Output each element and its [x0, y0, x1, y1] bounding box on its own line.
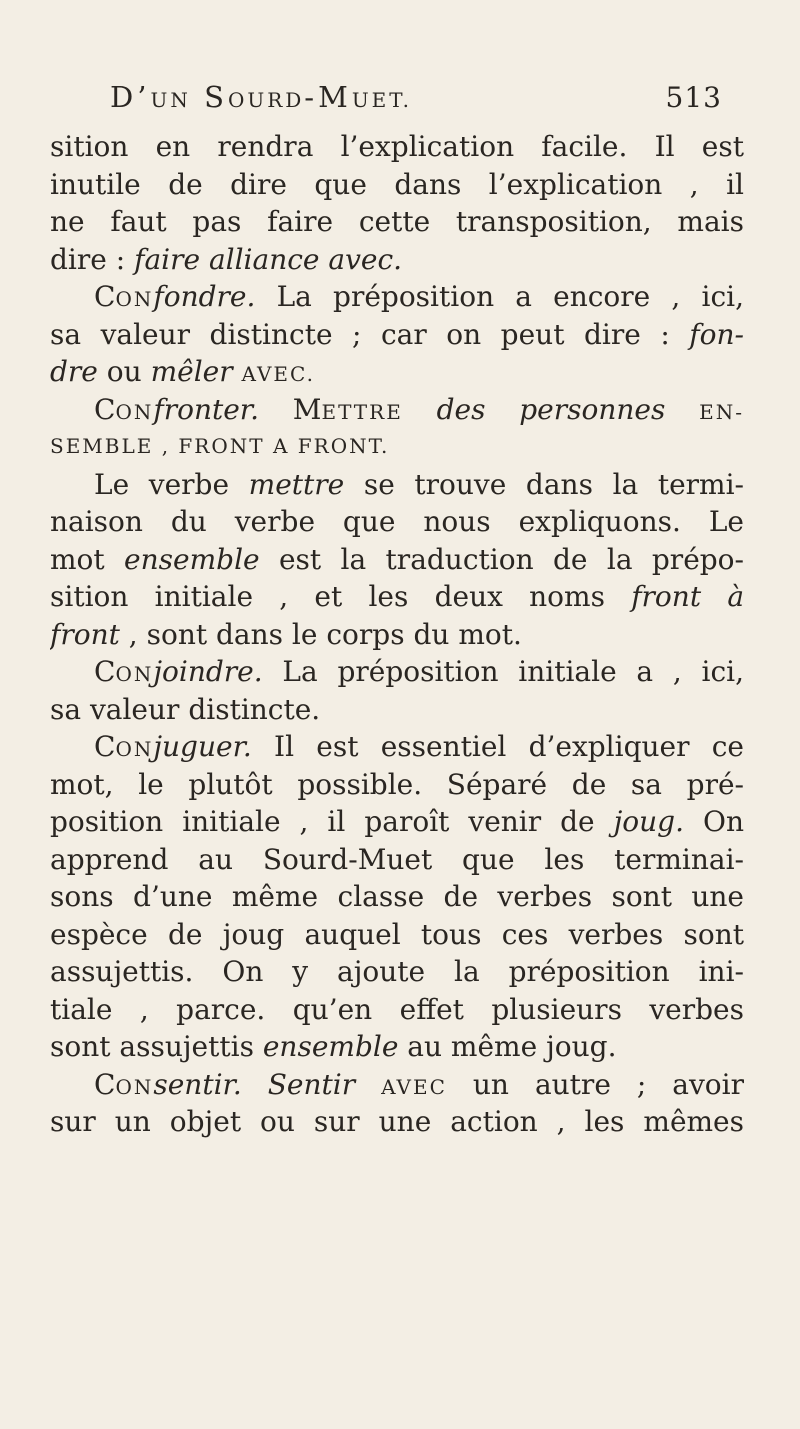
text-line: sont assujettis ensemble au même joug.: [50, 1030, 617, 1063]
running-header: [110, 80, 722, 114]
text-line: sur un objet ou sur une action , les mêmes: [50, 1105, 744, 1138]
text-line: mot ensemble est la traduction de la prépo-: [50, 542, 744, 576]
page-body: [50, 128, 744, 1141]
entry-conjuguer: CONjuguer. Il est essentiel d’expliquer ce: [94, 730, 744, 763]
text-line: sa valeur distincte.: [50, 692, 321, 726]
entry-consentir: CONsentir. Sentir AVEC un autre ; avoir: [94, 1067, 744, 1101]
text-line: ne faut pas faire cette transposition, mais: [50, 205, 744, 238]
text-line: inutile de dire que dans l’explication , il: [50, 167, 744, 201]
page-number: 513: [665, 81, 722, 114]
running-title: D’UN SOURD-MUET.: [110, 80, 413, 114]
entry-confondre: CONfondre. La préposition a encore , ici,: [94, 280, 744, 313]
text-line: front , sont dans le corps du mot.: [50, 617, 522, 651]
text-line: position initiale , il paroît venir de joug. On: [50, 805, 744, 838]
entry-confronter: CONfronter. METTRE des personnes EN-: [94, 392, 744, 426]
text-line: dire : faire alliance avec.: [50, 242, 403, 276]
text-line: SEMBLE , FRONT A FRONT.: [50, 434, 390, 458]
text-line: espèce de joug auquel tous ces verbes sont: [50, 917, 744, 951]
entry-conjoindre: CONjoindre. La préposition initiale a , ici,: [94, 655, 744, 688]
text-line: sition initiale , et les deux noms front à: [50, 580, 744, 613]
text-line: sons d’une même classe de verbes sont une: [50, 880, 744, 913]
text-line: Le verbe mettre se trouve dans la termi-: [94, 467, 744, 501]
text-line: dre ou mêler AVEC.: [50, 355, 315, 388]
text-line: assujettis. On y ajoute la préposition ini-: [50, 955, 744, 988]
text-line: mot, le plutôt possible. Séparé de sa pré-: [50, 767, 744, 801]
text-line: apprend au Sourd-Muet que les terminai-: [50, 842, 744, 876]
text-line: naison du verbe que nous expliquons. Le: [50, 505, 744, 538]
text-line: tiale , parce. qu’en effet plusieurs verbes: [50, 992, 744, 1026]
text-line: sition en rendra l’explication facile. Il est: [50, 130, 744, 163]
text-line: sa valeur distincte ; car on peut dire : fon-: [50, 317, 744, 351]
